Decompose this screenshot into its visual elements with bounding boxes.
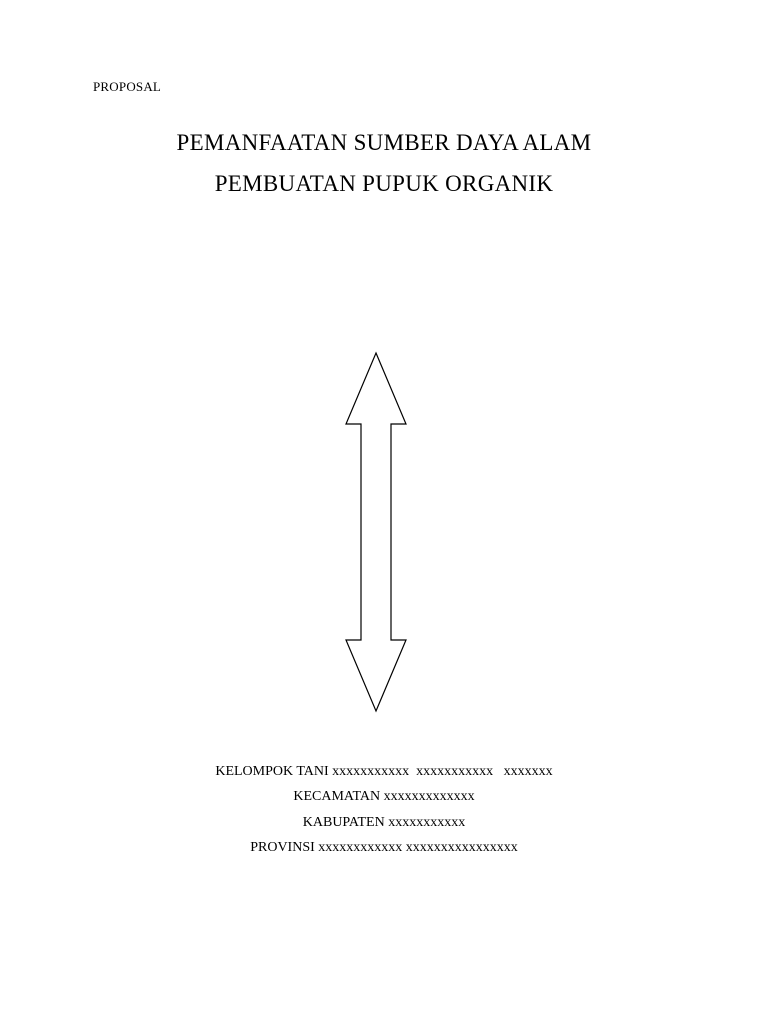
document-title-line-1: PEMANFAATAN SUMBER DAYA ALAM: [176, 130, 592, 155]
kabupaten-line: KABUPATEN xxxxxxxxxxx: [302, 815, 466, 830]
double-arrow-icon: [340, 350, 412, 714]
provinsi-line: PROVINSI xxxxxxxxxxxx xxxxxxxxxxxxxxxx: [250, 840, 518, 855]
kecamatan-line: KECAMATAN xxxxxxxxxxxxx: [293, 789, 475, 804]
document-label: PROPOSAL: [93, 79, 162, 94]
kelompok-tani-line: KELOMPOK TANI xxxxxxxxxxx xxxxxxxxxxx xxxxxxx: [215, 764, 553, 779]
document-title-line-2: PEMBUATAN PUPUK ORGANIK: [214, 171, 554, 196]
